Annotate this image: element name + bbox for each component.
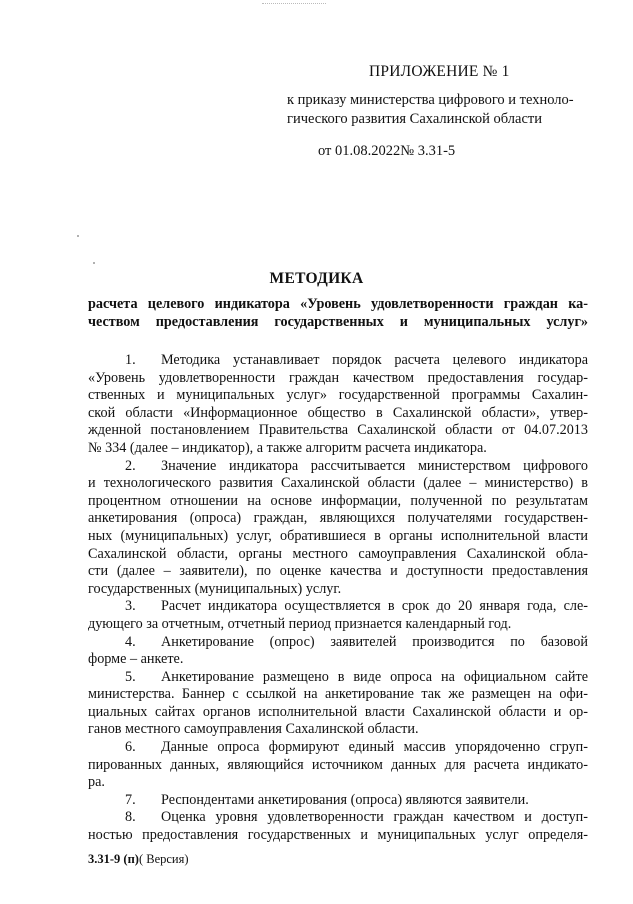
paragraph-line [88,634,588,652]
scan-speck [93,262,95,264]
paragraph-line [88,598,588,616]
methodology-body [88,352,588,845]
paragraph-line: и технологического развития Сахалинской области (далее – министерство) в [88,475,588,492]
paragraph-line: ных (муниципальных) услуг, обратившиеся в органы исполнительной власти [88,527,588,544]
paragraph-text: Расчет индикатора осуществляется в срок до 20 января года, сле- [161,598,588,615]
item-number: 3. [125,598,136,615]
paragraph-line: ра. [88,774,105,791]
appendix-reference [287,91,587,129]
paragraph-line [88,458,588,476]
paragraph-line [88,739,588,757]
paragraph-line: пированных данных, являющийся источником данных для расчета индикато- [88,756,588,773]
subtitle-line: расчета целевого индикатора «Уровень удовлетворенности граждан ка- [88,296,588,312]
paragraph-line: «Уровень удовлетворенности граждан качеством предоставления государ- [88,369,588,386]
item-number: 4. [125,633,136,650]
paragraph-text: Анкетирование (опрос) заявителей производится по базовой [161,633,588,650]
paragraph-line: государственных (муниципальных) услуг. [88,580,342,597]
paragraph-text: Респондентами анкетирования (опроса) являются заявители. [161,791,529,808]
paragraph-line: ганов местного самоуправления Сахалинской области. [88,721,419,738]
document-title: МЕТОДИКА [269,270,364,287]
paragraph-line [88,809,588,827]
appendix-reference-line: к приказу министерства цифрового и техноло- [287,92,574,108]
footer-document-code [88,852,189,867]
paragraph-text: Данные опроса формируют единый массив упорядоченно сгруп- [161,739,588,756]
item-number: 5. [125,668,136,685]
paragraph-line: сти (далее – заявители), по оценке качества и доступности предоставления [88,563,588,580]
paragraph-line: № 334 (далее – индикатор), а также алгоритм расчета индикатора. [88,439,487,456]
paragraph-line: дующего за отчетным, отчетный период признается календарный год. [88,615,512,632]
paragraph-line: Сахалинской области, органы местного самоуправления Сахалинской обла- [88,545,588,562]
paragraph-line: форме – анкете. [88,651,184,668]
paragraph-line: жденной постановлением Правительства Сахалинской области от 04.07.2013 [88,422,588,439]
scan-speck [77,235,79,237]
footer-code-version: ( Версия) [138,852,189,866]
paragraph-line: министерства. Баннер с ссылкой на анкетирование так же размещен на офи- [88,686,588,703]
appendix-title: ПРИЛОЖЕНИЕ № 1 [369,63,510,80]
document-subtitle [88,295,588,330]
item-number: 7. [125,791,136,808]
item-number: 1. [125,352,136,368]
appendix-date: от 01.08.2022№ 3.31-5 [318,143,456,159]
top-scan-mark [262,3,326,4]
subtitle-line: чеством предоставления государственных и муниципальных услуг» [88,313,588,330]
item-number: 8. [125,809,136,826]
paragraph-line [88,669,588,687]
paragraph-text: Методика устанавливает порядок расчета целевого индикатора [161,352,588,368]
paragraph-line: ностью предоставления государственных и муниципальных услуг определя- [88,827,588,844]
paragraph-line [88,352,588,370]
paragraph-line: анкетирования (опроса) граждан, являющихся получателями государствен- [88,510,588,527]
paragraph-text: Значение индикатора рассчитывается министерством цифрового [161,457,588,474]
paragraph-text: Оценка уровня удовлетворенности граждан качеством и доступ- [161,809,588,826]
paragraph-line: ственных и муниципальных услуг» государственной программы Сахалин- [88,387,588,404]
paragraph-line [88,792,588,810]
footer-code-bold: 3.31-9 (п) [88,852,139,866]
paragraph-line: циальных сайтах органов исполнительной власти Сахалинской области и ор- [88,703,588,720]
paragraph-text: Анкетирование размещено в виде опроса на официальном сайте [161,668,588,685]
item-number: 2. [125,457,136,474]
item-number: 6. [125,739,136,756]
paragraph-line: процентном отношении на основе информации, полученной по результатам [88,492,588,509]
appendix-reference-line: гического развития Сахалинской области [287,111,542,127]
paragraph-line: ской области «Информационное общество в Сахалинской области», утвер- [88,404,588,421]
